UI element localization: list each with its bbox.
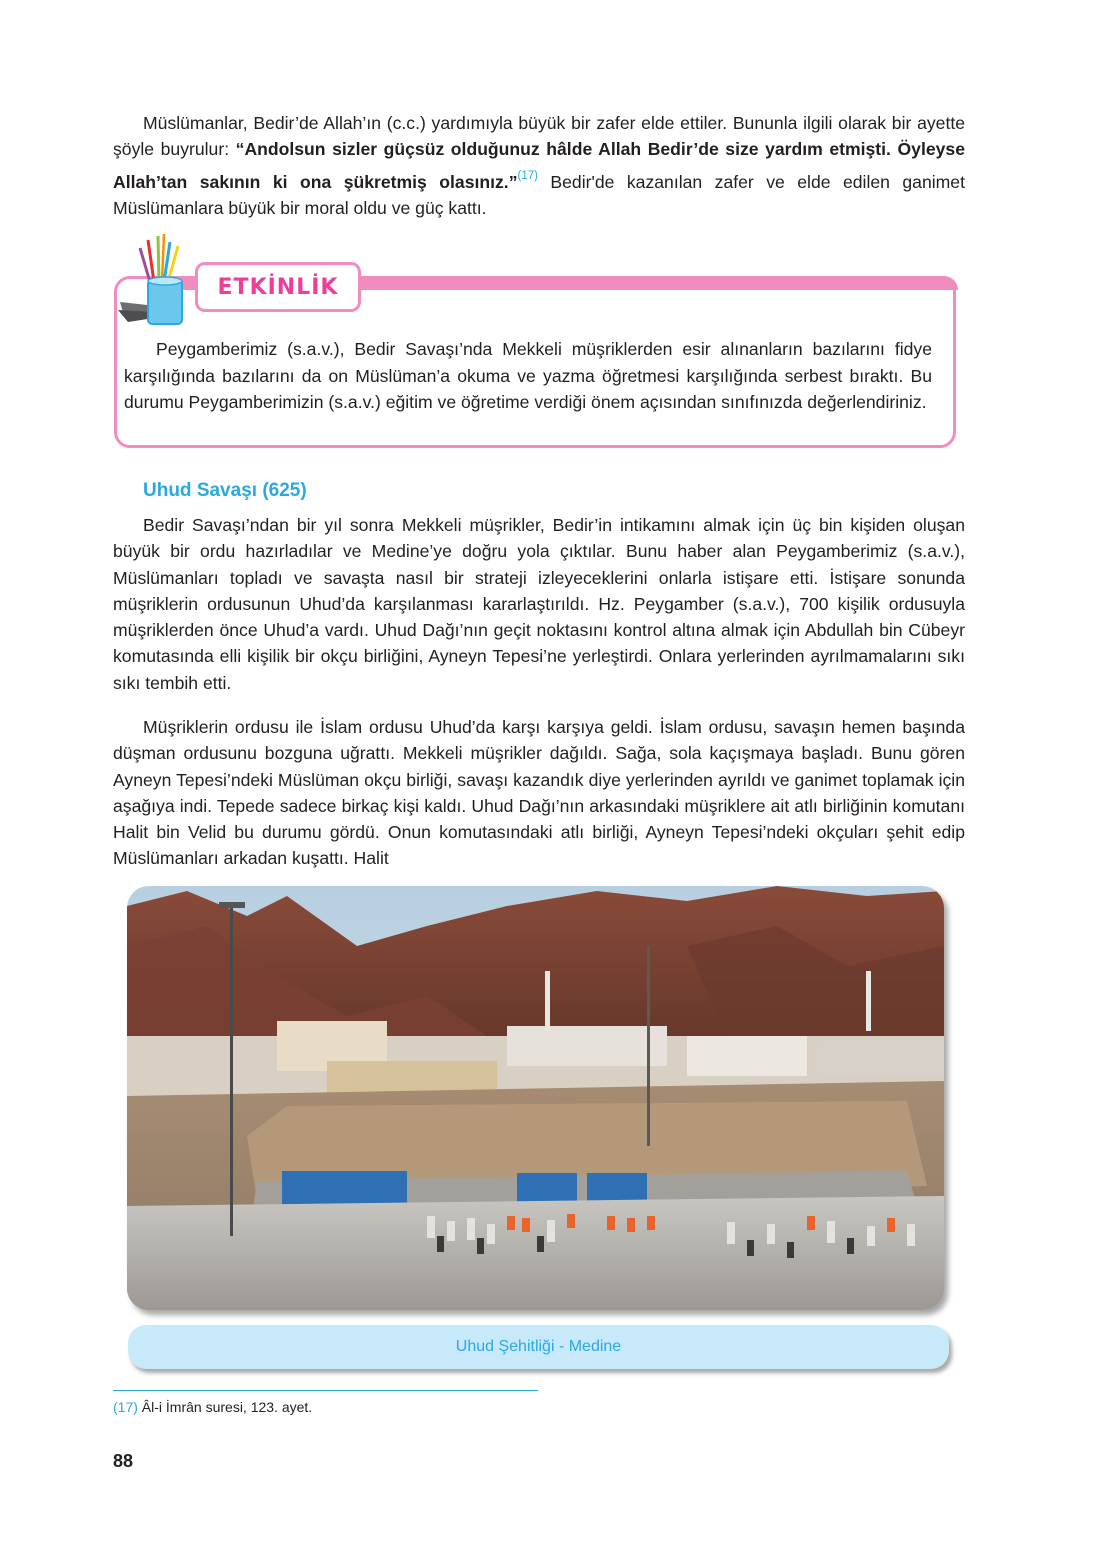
uhud-cemetery-photo	[127, 886, 944, 1310]
pencil-cup-icon	[118, 232, 198, 327]
section-paragraph-2: Müşriklerin ordusu ile İslam ordusu Uhud’da karşı karşıya geldi. İslam ordusu, savaşın hemen başında düşman ordusunu bozguna uğrattı. Mekkeli müşrikler dağıldı. Sağa, sola kaçışmaya başladı. Bunu gören Ayneyn Tepesi’ndeki Müslüman okçu birliği, savaşı kazandık diye yerlerinden ayrıldı ve ganimet toplamak için aşağıya indi. Tepede sadece birkaç kişi kaldı. Uhud Dağı’nın arkasındaki müşriklere ait atlı birliğinin komutanı Halit bin Velid bu durumu gördü. Onun komutasındaki atlı birliği, Ayneyn Tepesi’ndeki okçuları şehit edip Müslümanları arkadan kuşattı. Halit	[113, 717, 965, 869]
footnote-text: Âl-i İmrân suresi, 123. ayet.	[137, 1399, 313, 1415]
intro-text-before: Müslümanlar, Bedir’de Allah’ın (c.c.) yardımıyla büyük bir zafer elde ettiler. Bununla ilgili olarak bir ayette şöyle buyrulur:	[113, 113, 965, 160]
photo-caption-bar	[128, 1325, 949, 1369]
activity-tab	[195, 262, 361, 312]
activity-text: Peygamberimiz (s.a.v.), Bedir Savaşı’nda Mekkeli müşriklerden esir alınanların bazılarını fidye karşılığında bazılarını da on Müslüman’a okuma ve yazma öğretmesi karşılığında serbest bıraktı. Bu durumu Peygamberimizin (s.a.v.) eğitim ve öğretime verdiği önem açısından sınıfınızda değerlendiriniz.	[124, 339, 932, 413]
photo-caption: Uhud Şehitliği - Medine	[455, 1338, 622, 1355]
section-paragraph-1: Bedir Savaşı’ndan bir yıl sonra Mekkeli müşrikler, Bedir’in intikamını almak için üç bin kişiden oluşan büyük bir ordu hazırladılar ve Medine’ye doğru yola çıktılar. Bunu haber alan Peygamberimiz (s.a.v.), Müslümanları topladı ve savaşta nasıl bir strateji izleyeceklerini onlarla istişare etti. İstişare sonunda müşriklerin ordusunun Uhud’da karşılanması kararlaştırıldı. Hz. Peygamber (s.a.v.), 700 kişilik ordusuyla müşriklerden önce Uhud’a vardı. Uhud Dağı’nın geçit noktasını kontrol altına almak için Abdullah bin Cübeyr komutasında elli kişilik bir okçu birliğini, Ayneyn Tepesi’ne yerleştirdi. Onlara yerlerinden ayrılmamalarını sıkı sıkı tembih etti.	[113, 515, 965, 693]
section-heading: Uhud Savaşı (625)	[143, 480, 307, 501]
footnote-divider	[113, 1390, 538, 1391]
footnote	[113, 1399, 312, 1415]
intro-paragraph	[113, 110, 965, 221]
activity-title: ETKİNLİK	[217, 274, 339, 300]
page-number: 88	[113, 1451, 134, 1471]
verse-quote: “Andolsun sizler güçsüz olduğunuz hâlde Allah Bedir’de size yardım etmişti. Öyleyse Allah’tan sakının ki ona şükretmiş olasınız.”	[113, 139, 965, 192]
footnote-ref[interactable]: (17)	[517, 169, 538, 182]
intro-text-after: Bedir'de kazanılan zafer ve elde edilen ganimet Müslümanlara büyük bir moral oldu ve güç kattı.	[113, 171, 965, 218]
footnote-number: (17)	[113, 1399, 138, 1415]
